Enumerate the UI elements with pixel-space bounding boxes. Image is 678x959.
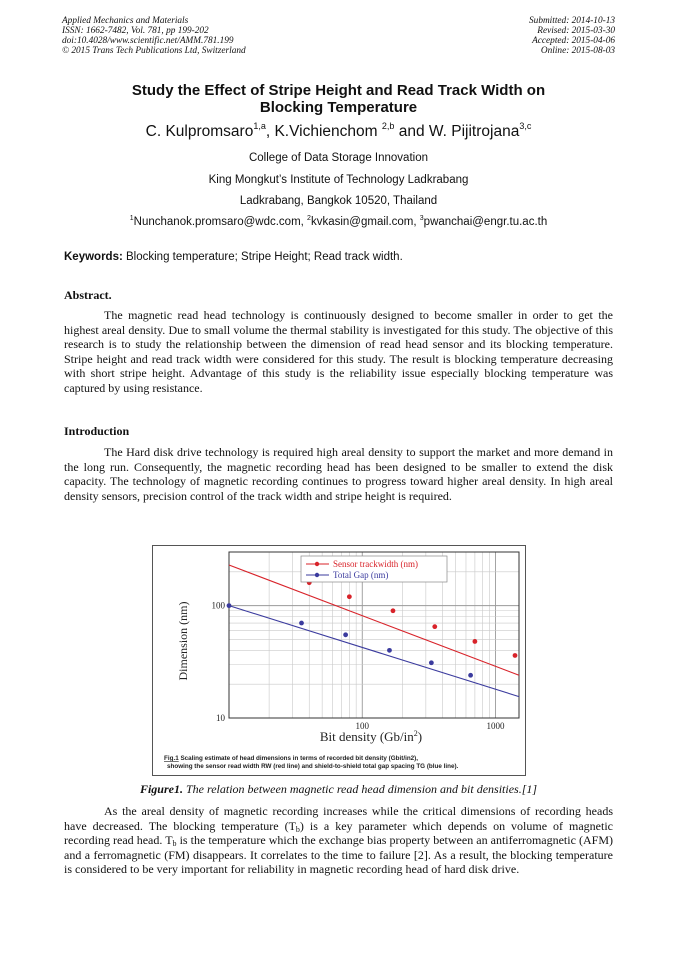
author-3-sup: 3,c xyxy=(519,121,532,131)
data-point-sensor-trackwidth xyxy=(513,653,518,658)
title-line-2: Blocking Temperature xyxy=(259,99,418,116)
submitted-date: Submitted: 2014-10-13 xyxy=(529,16,615,26)
journal-name: Applied Mechanics and Materials xyxy=(62,16,189,26)
abstract-text: The magnetic read head technology is continuously designed to become smaller in order to get the highest areal density. Due to small volume the thermal stability is investigated for this study. The objective of this research is to study the relationship between the dimension of read head sensor and its blocking temperature. Stripe height and read track width were considered for this study. The result is blocking temperature decreasing with short stripe height. Advantage of this study is the reliability issue especially blocking temperature was captured by using resistance. xyxy=(64,308,613,395)
legend-label-red: Sensor trackwidth (nm) xyxy=(333,559,418,569)
data-point-total-gap xyxy=(468,673,473,678)
figure-caption-text: The relation between magnetic read head dimension and bit densities.[1] xyxy=(182,782,538,796)
journal-header xyxy=(62,16,246,56)
revised-date: Revised: 2015-03-30 xyxy=(537,26,615,36)
x-tick-label: 100 xyxy=(355,721,370,731)
inner-caption-label: Fig.1 xyxy=(164,755,179,762)
x-axis-label: Bit density $(Gb/in^2)$ xyxy=(319,729,423,744)
keywords xyxy=(64,251,403,263)
keywords-label: Keywords: xyxy=(64,251,123,263)
keywords-text: Blocking temperature; Stripe Height; Read track width. xyxy=(122,251,403,263)
paper-title xyxy=(62,82,615,116)
inner-caption-line-2: showing the sensor read width RW (red line) and shield-to-shield total gap spacing TG (blue line). xyxy=(167,763,459,770)
data-point-total-gap xyxy=(227,603,232,608)
inner-caption-line-1: Scaling estimate of head dimensions in terms of recorded bit density (Gbit/in2), xyxy=(178,755,419,762)
data-point-sensor-trackwidth xyxy=(391,608,396,613)
author-list xyxy=(62,123,615,141)
y-tick-label: 100 xyxy=(211,600,225,611)
email-3-sup: 3 xyxy=(419,215,424,222)
dates-header xyxy=(529,16,615,56)
figure-1 xyxy=(152,545,526,776)
online-date: Online: 2015-08-03 xyxy=(540,46,615,56)
affiliation-line-2: King Mongkut’s Institute of Technology Ladkrabang xyxy=(208,174,469,186)
figure-caption xyxy=(64,782,613,797)
author-sep-1: , K.Vichienchom xyxy=(265,123,382,140)
email-3[interactable]: pwanchai@engr.tu.ac.th xyxy=(423,216,548,228)
introduction-heading: Introduction xyxy=(64,424,130,438)
data-point-sensor-trackwidth xyxy=(432,624,437,629)
email-1[interactable]: Nunchanok.promsaro@wdc.com, xyxy=(133,216,308,228)
doi-link[interactable]: doi:10.4028/www.scientific.net/AMM.781.199 xyxy=(62,36,234,46)
legend-marker-blue xyxy=(315,573,319,577)
data-point-total-gap xyxy=(343,632,348,637)
chart-legend xyxy=(301,556,447,582)
x-tick-label: 1000 xyxy=(486,721,505,731)
accepted-date: Accepted: 2015-04-06 xyxy=(532,36,615,46)
figure-caption-label: Figure1. xyxy=(139,782,183,796)
chart-ticks xyxy=(212,601,506,731)
copyright: © 2015 Trans Tech Publications Ltd, Switzerland xyxy=(62,46,246,56)
data-point-total-gap xyxy=(299,621,304,626)
email-2-sup: 2 xyxy=(307,215,311,222)
email-2[interactable]: kvkasin@gmail.com, xyxy=(310,216,420,228)
dimension-vs-density-chart xyxy=(153,546,525,775)
y-tick-label: 10 xyxy=(216,713,225,723)
y-axis-label: Dimension (nm) xyxy=(176,601,190,681)
series-line-total-gap xyxy=(229,606,519,697)
issn: ISSN: 1662-7482, Vol. 781, pp 199-202 xyxy=(62,26,209,36)
legend-marker-red xyxy=(315,562,319,566)
affiliation-line-3: Ladkrabang, Bangkok 10520, Thailand xyxy=(239,195,438,207)
title-line-1: Study the Effect of Stripe Height and Read Track Width on xyxy=(131,82,546,99)
author-sep-2: and W. Pijitrojana xyxy=(394,123,520,140)
author-2-sup: 2,b xyxy=(381,121,395,131)
legend-label-blue: Total Gap (nm) xyxy=(333,570,389,580)
intro-paragraph-2: As the areal density of magnetic recording increases while the critical dimensions of recording heads have decreased. The blocking temperature $(T_b)$ is a key parameter which depends on volume of magnetic recording read head. $T_b$ is the temperature which the exchange bias property between an antiferromagnetic (AFM) and a ferromagnetic (FM) disappears. It correlates to the time to failure [2]. As a result, the blocking temperature is considered to be very important for reliability in magnetic recording head of hard disk drive. xyxy=(64,804,613,877)
intro-paragraph-1: The Hard disk drive technology is required high areal density to support the market and more demand in the long run. Consequently, the magnetic recording head has been designed to be smaller to extend the disk capacity. The technology of magnetic recording continues to progress toward higher areal density. In high areal density sensors, precision control of the track width and stripe height is required. xyxy=(64,445,613,503)
data-point-total-gap xyxy=(429,660,434,665)
email-1-sup: 1 xyxy=(129,215,134,222)
data-point-total-gap xyxy=(387,648,392,653)
figure-inner-caption xyxy=(164,755,459,770)
author-1-sup: 1,a xyxy=(253,121,266,131)
email-list xyxy=(62,215,615,229)
abstract-heading: Abstract. xyxy=(64,288,112,302)
data-point-sensor-trackwidth xyxy=(472,639,477,644)
author-1: C. Kulpromsaro xyxy=(145,123,254,140)
svg-text:Fig.1 Scaling estimate of head xyxy=(164,755,418,762)
affiliation-line-1: College of Data Storage Innovation xyxy=(248,152,428,164)
data-point-sensor-trackwidth xyxy=(347,594,352,599)
